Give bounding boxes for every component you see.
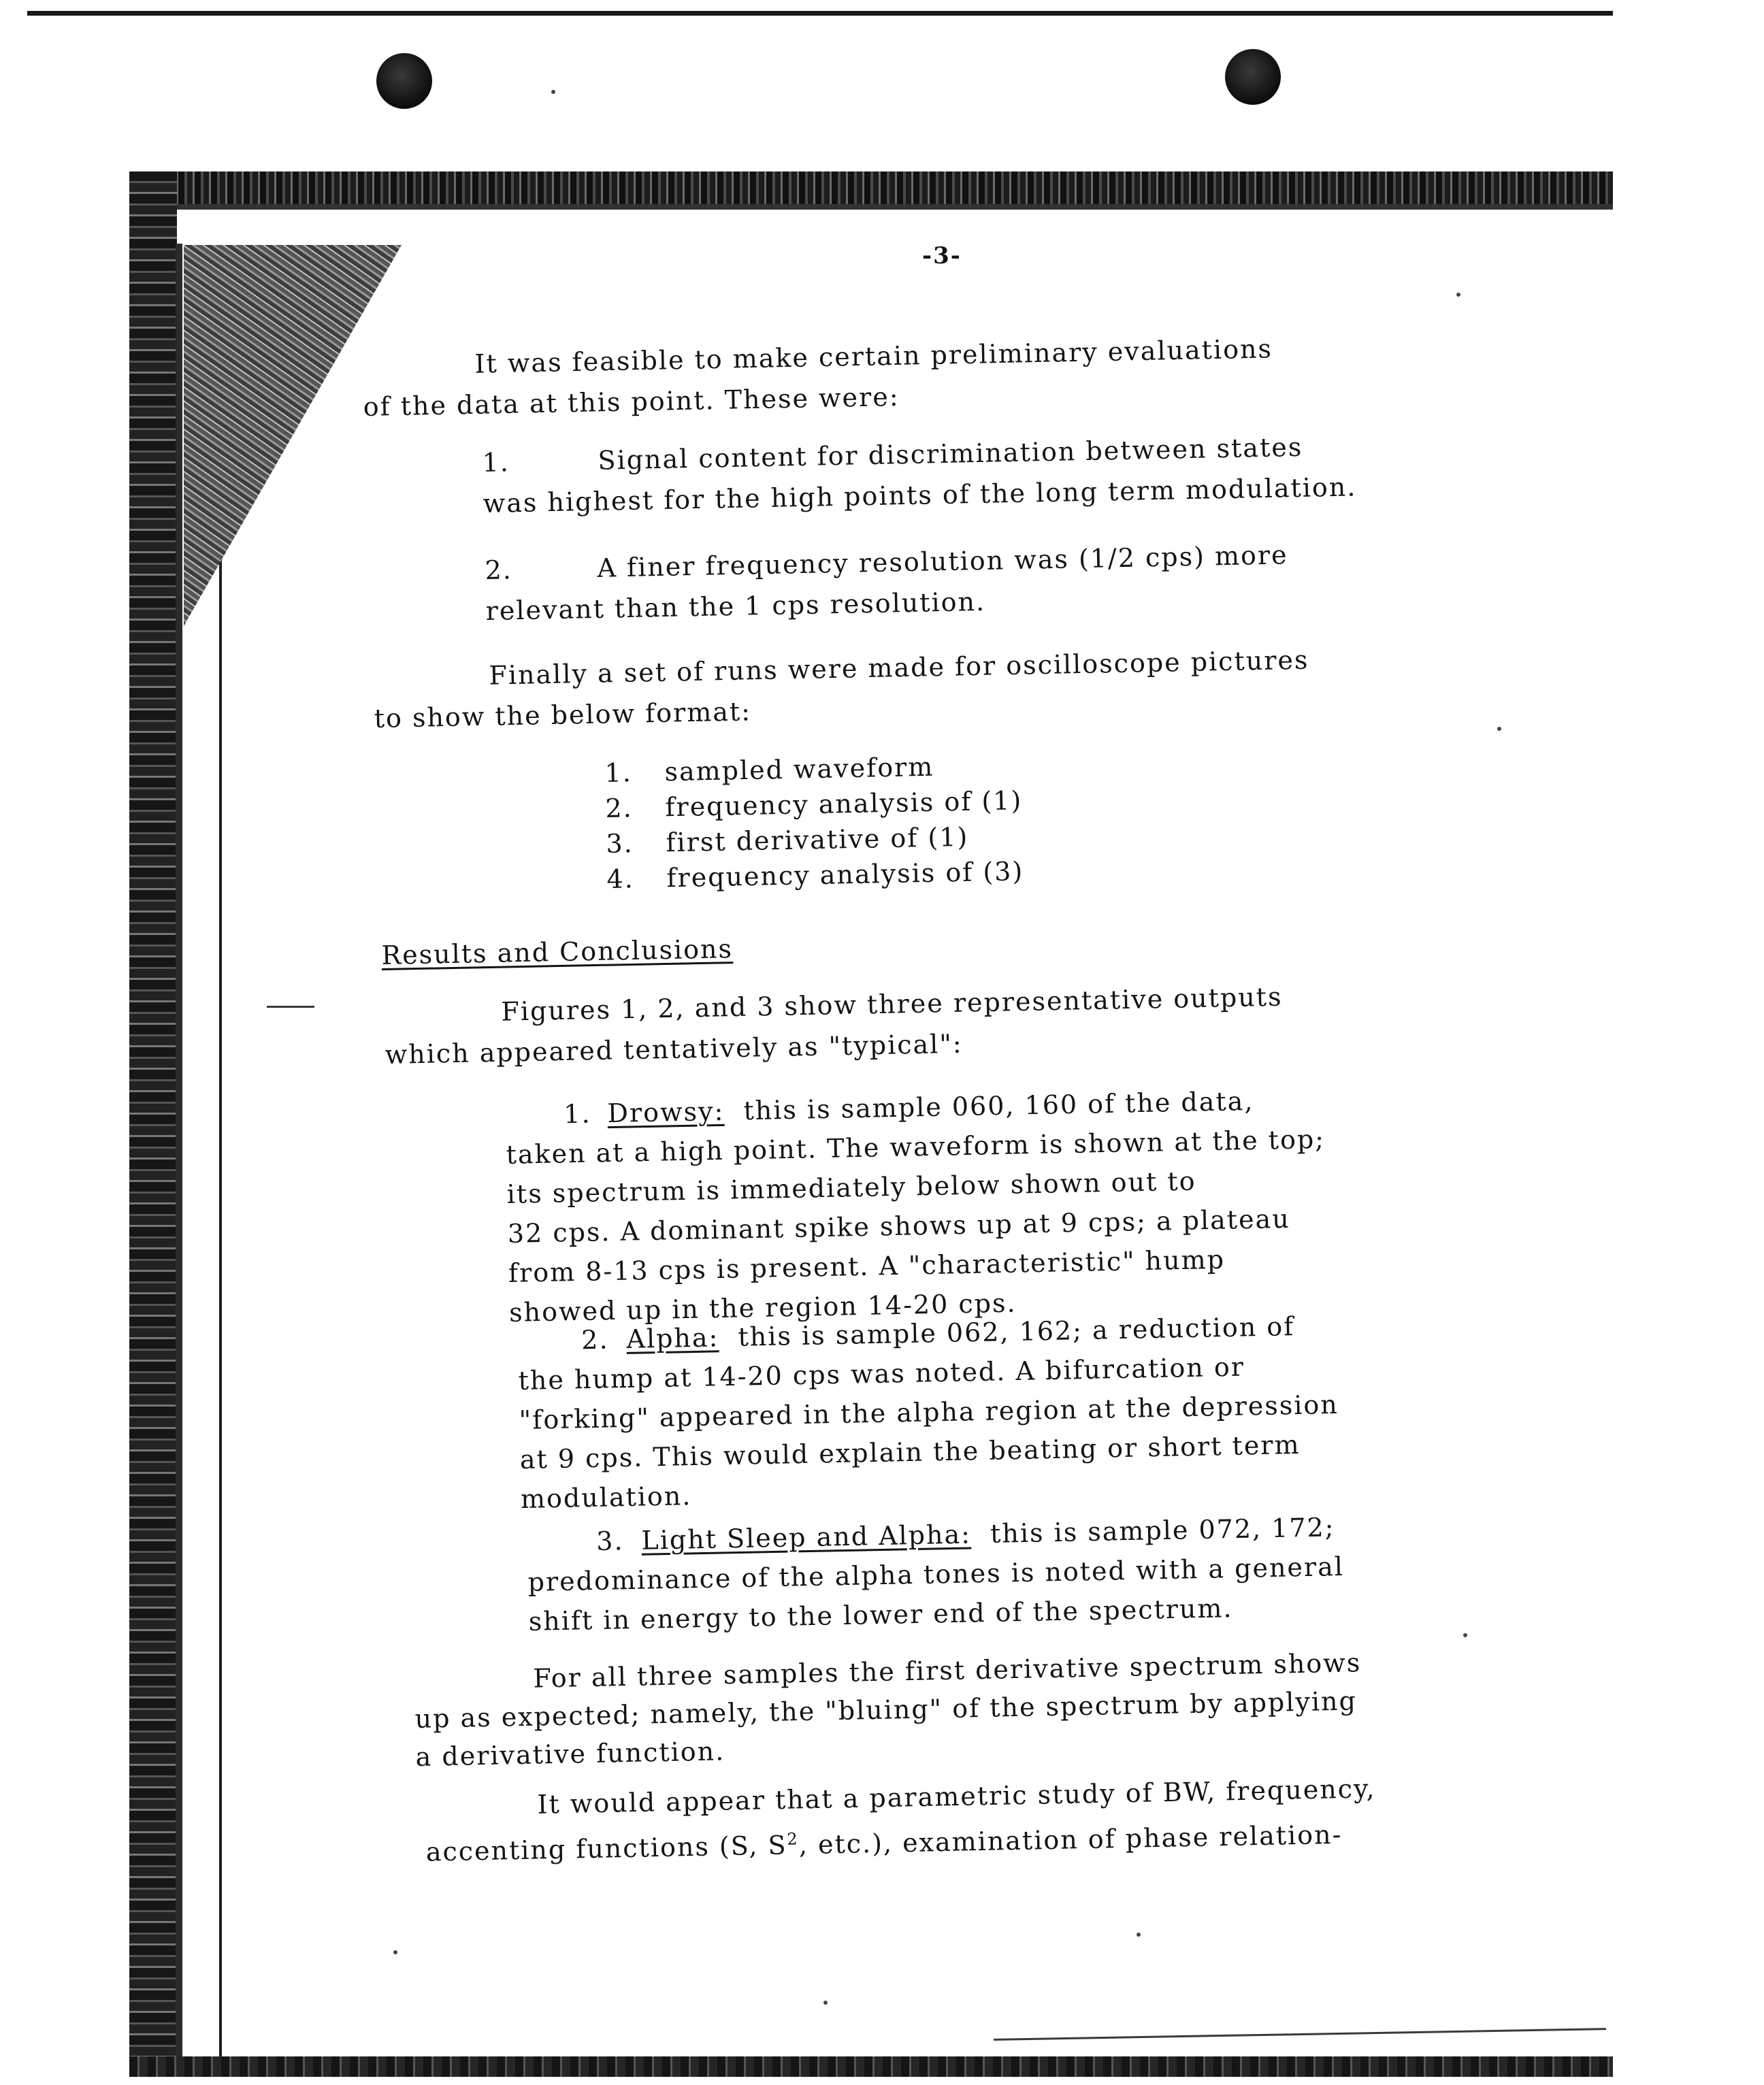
result-line: taken at a high point. The waveform is shown at the top; [506, 1123, 1326, 1170]
speck [1463, 1633, 1467, 1637]
list-item: 3. first derivative of (1) [606, 821, 969, 859]
result-line: "forking" appeared in the alpha region at the depression [519, 1389, 1339, 1435]
evaluation-item-2 [485, 534, 1289, 631]
format-list [604, 747, 1024, 897]
result-first-line: 1. Drowsy: this is sample 060, 160 of the data, [563, 1085, 1254, 1130]
punch-hole-left [376, 53, 432, 109]
parametric-paragraph [425, 1769, 1377, 1871]
derivative-line: up as expected; namely, the "bluing" of the spectrum by applying [414, 1686, 1358, 1734]
result-label: Drowsy: [607, 1096, 725, 1129]
result-line: its spectrum is immediately below shown out to [506, 1166, 1196, 1209]
derivative-paragraph [414, 1643, 1363, 1776]
bottom-dashed-line [994, 2028, 1606, 2041]
figures-intro [384, 976, 1284, 1075]
speck [551, 90, 555, 94]
intro-line: It was feasible to make certain preliminary evaluations [474, 333, 1273, 379]
result-line: shift in energy to the lower end of the spectrum. [528, 1593, 1233, 1637]
parametric-line: accenting functions (S, $S^2$, etc.), examination of phase relation- [425, 1819, 1343, 1867]
speck [823, 2001, 828, 2005]
speck [1137, 1933, 1141, 1937]
top-rule [27, 11, 1613, 16]
speck [1456, 293, 1460, 297]
result-line: modulation. [520, 1481, 692, 1514]
result-item-light-sleep [527, 1507, 1345, 1641]
result-first-line: 2. Alpha: this is sample 062, 162; a reduction of [581, 1311, 1295, 1356]
finally-paragraph [373, 640, 1310, 739]
result-line: predominance of the alpha tones is noted with a general [527, 1551, 1345, 1597]
derivative-line: a derivative function. [415, 1736, 725, 1772]
scan-frame-top [129, 171, 1613, 208]
evaluation-line: 1. Signal content for discrimination between states [482, 431, 1303, 478]
derivative-line: For all three samples the first derivative spectrum shows [533, 1647, 1362, 1694]
result-label: Alpha: [626, 1322, 719, 1354]
scan-frame-left-edge [176, 244, 182, 2074]
list-item: 4. frequency analysis of (3) [606, 856, 1024, 894]
parametric-line: It would appear that a parametric study of BW, frequency, [537, 1773, 1376, 1820]
finally-line: Finally a set of runs were made for oscilloscope pictures [489, 644, 1309, 691]
evaluation-item-1 [482, 425, 1357, 524]
result-item-alpha [517, 1306, 1341, 1519]
intro-paragraph [362, 328, 1274, 427]
evaluation-line: was highest for the high points of the long term modulation. [483, 472, 1357, 519]
result-line: showed up in the region 14-20 cps. [508, 1287, 1017, 1328]
evaluation-line: 2. A finer frequency resolution was (1/2 cps) more [485, 540, 1288, 585]
evaluation-line: relevant than the 1 cps resolution. [485, 586, 986, 626]
section-heading [381, 928, 734, 976]
result-item-drowsy [505, 1080, 1328, 1332]
punch-hole-right [1225, 49, 1281, 105]
result-line: 32 cps. A dominant spike shows up at 9 cps; a plateau [507, 1203, 1291, 1249]
list-item: 2. frequency analysis of (1) [605, 785, 1023, 823]
finally-line: to show the below format: [374, 696, 752, 734]
page-number: -3- [922, 242, 962, 269]
result-line: the hump at 14-20 cps was noted. A bifurcation or [518, 1351, 1245, 1396]
list-item: 1. sampled waveform [604, 751, 934, 788]
figures-line: Figures 1, 2, and 3 show three representative outputs [501, 981, 1283, 1027]
speck [393, 1950, 397, 1954]
result-line: from 8-13 cps is present. A "characteristic" hump [508, 1244, 1226, 1288]
figures-line: which appeared tentatively as "typical": [385, 1028, 964, 1070]
superscript: 2 [787, 1829, 799, 1849]
result-label: Light Sleep and Alpha: [641, 1519, 972, 1556]
result-line: at 9 cps. This would explain the beating or short term [519, 1429, 1301, 1475]
section-heading-text: Results and Conclusions [381, 934, 734, 970]
scan-frame-left [129, 171, 177, 2077]
left-margin-mark [267, 1006, 314, 1008]
intro-line: of the data at this point. These were: [363, 381, 900, 422]
result-first-line: 3. Light Sleep and Alpha: this is sample 072, 172; [595, 1512, 1335, 1557]
folded-corner-shadow [184, 245, 402, 626]
speck [1497, 727, 1501, 731]
scan-frame-bottom [129, 2056, 1613, 2077]
scan-frame-top-edge [129, 204, 1613, 210]
